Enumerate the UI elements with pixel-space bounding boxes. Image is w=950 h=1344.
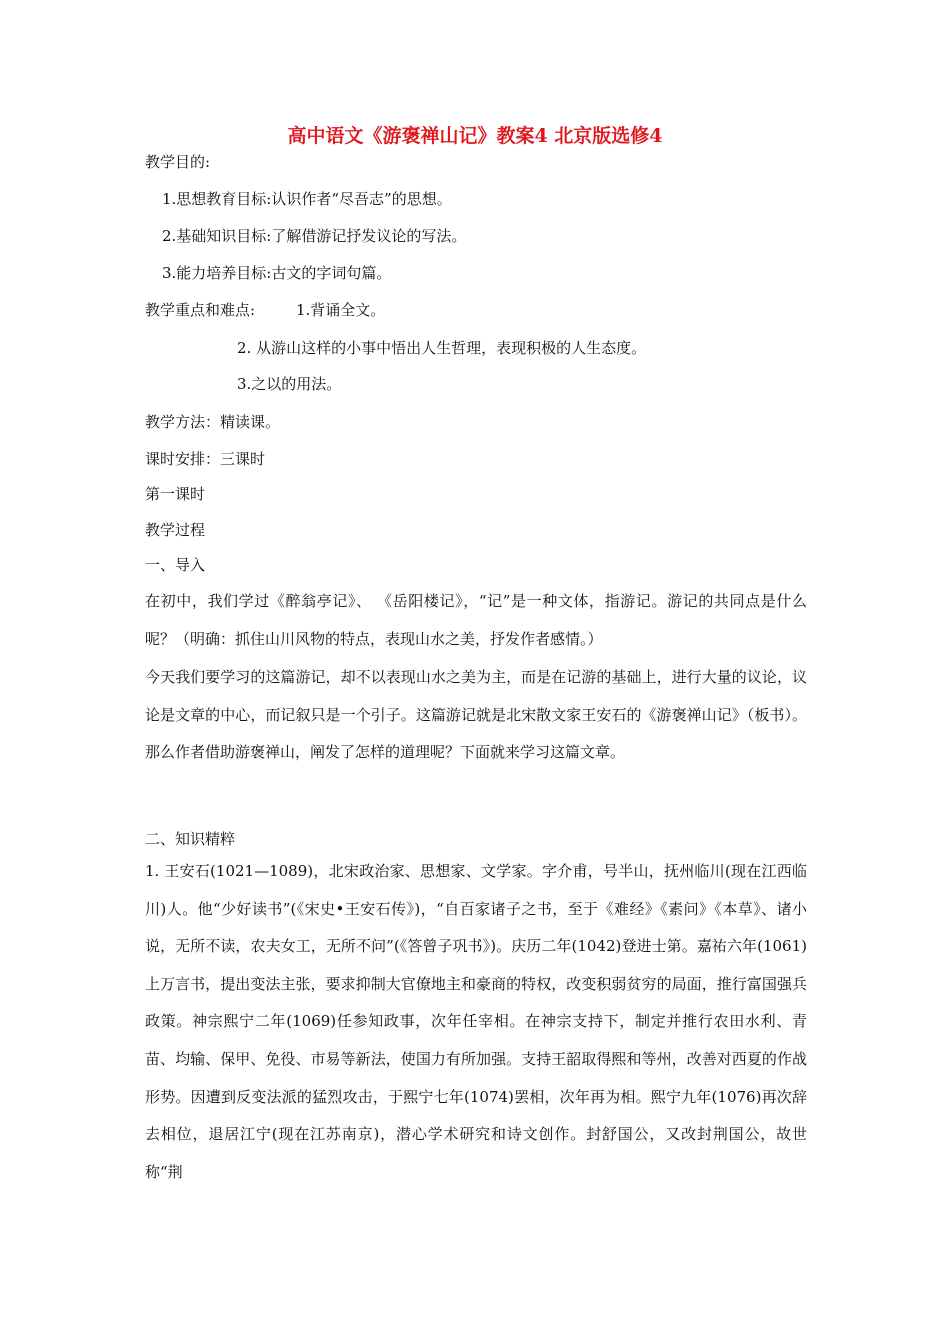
intro-paragraph: 在初中，我们学过《醉翁亭记》、 《岳阳楼记》，“记”是一种文体，指游记。游记的共同点是什么呢？（明确：抓住山川风物的特点，表现山水之美，抒发作者感情。） [145, 592, 807, 648]
key-point-item: 3.之以的用法。 [237, 375, 342, 393]
key-point-item: 2. 从游山这样的小事中悟出人生哲理，表现积极的人生态度。 [237, 339, 647, 357]
objective-item: 3.能力培养目标:古文的字词句篇。 [162, 264, 392, 282]
objective-item: 2.基础知识目标:了解借游记抒发议论的写法。 [162, 227, 467, 245]
document-title: 高中语文《游褒禅山记》教案4 北京版选修4 [287, 125, 663, 147]
key-point-item: 1.背诵全文。 [296, 301, 386, 319]
class-schedule: 课时安排：三课时 [145, 450, 266, 468]
section-heading: 一、导入 [145, 556, 206, 574]
teaching-method: 教学方法：精读课。 [145, 413, 281, 431]
objective-item: 1.思想教育目标:认识作者“尽吾志”的思想。 [162, 190, 452, 208]
objectives-heading: 教学目的: [145, 153, 211, 171]
intro-paragraph: 今天我们要学习的这篇游记，却不以表现山水之美为主，而是在记游的基础上，进行大量的议论，议论是文章的中心，而记叙只是一个引子。这篇游记就是北宋散文家王安石的《游褒禅山记》（板书）。那么作者借助游褒禅山，阐发了怎样的道理呢？下面就来学习这篇文章。 [145, 668, 807, 762]
section-heading: 二、知识精粹 [145, 830, 236, 848]
lesson-heading: 第一课时 [145, 485, 206, 503]
key-points-label: 教学重点和难点: [145, 301, 256, 319]
knowledge-paragraph: 1. 王安石(1021—1089)，北宋政治家、思想家、文学家。字介甫，号半山，抚州临川(现在江西临川)人。他“少好读书”(《宋史•王安石传》)，“自百家诸子之书，至于《难经》《素问》《本草》、诸小说，无所不读，农夫女工，无所不问”(《答曾子巩书》)。庆历二年(1042)登进士第。嘉祐六年(1061)上万言书，提出变法主张，要求抑制大官僚地主和豪商的特权，改变积弱贫穷的局面，推行富国强兵政策。神宗熙宁二年(1069)任参知政事，次年任宰相。在神宗支持下，制定并推行农田水利、青苗、均输、保甲、免役、市易等新法，使国力有所加强。支持王韶取得熙和等州，改善对西夏的作战形势。因遭到反变法派的猛烈攻击，于熙宁七年(1074)罢相，次年再为相。熙宁九年(1076)再次辞去相位，退居江宁(现在江苏南京)，潜心学术研究和诗文创作。封舒国公，又改封荆国公，故世称“荆 [145, 862, 807, 1181]
process-heading: 教学过程 [145, 521, 206, 539]
